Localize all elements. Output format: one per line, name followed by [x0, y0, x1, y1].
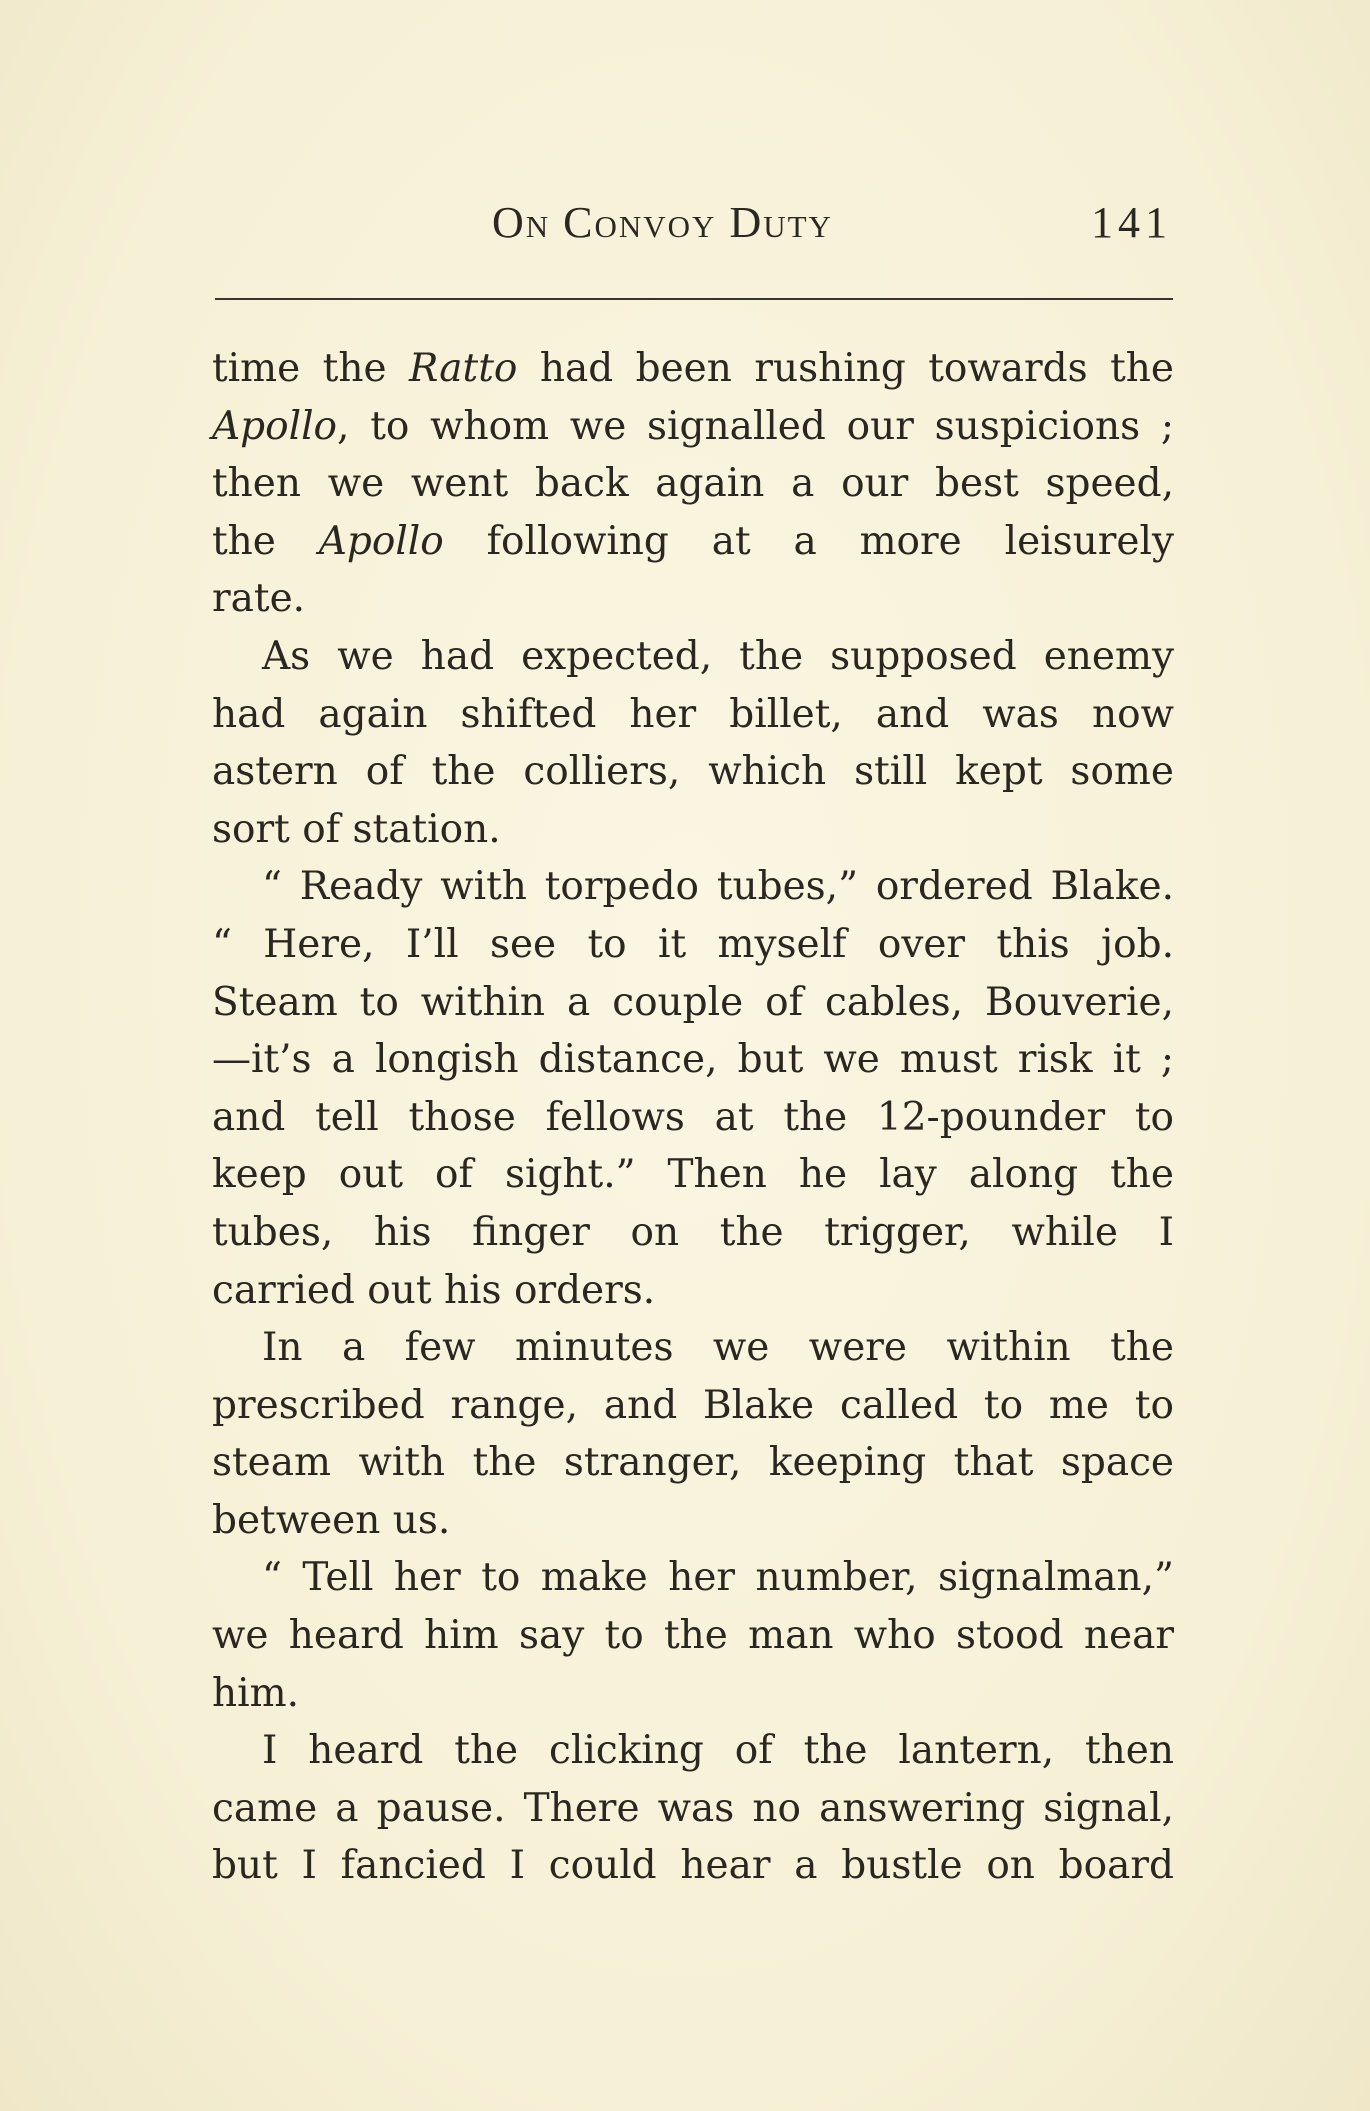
ship-name-italic: Ratto	[409, 346, 518, 391]
text-run: carried out his orders.	[212, 1267, 656, 1313]
ship-name-italic: Apollo	[212, 403, 338, 449]
text-run: the	[212, 518, 319, 564]
text-line	[212, 801, 1174, 859]
text-line	[212, 1492, 1174, 1550]
text-run: —it’s a longish distance, but we must risk it ;	[212, 1037, 1174, 1083]
text-line	[212, 916, 1174, 974]
text-line	[212, 570, 1174, 628]
text-run: him.	[212, 1670, 299, 1716]
text-line	[212, 1377, 1174, 1435]
text-run: prescribed range, and Blake called to me to	[212, 1382, 1174, 1428]
running-title: On Convoy Duty	[492, 198, 833, 247]
text-line	[212, 1665, 1174, 1723]
text-line	[212, 1780, 1174, 1838]
text-line	[212, 858, 1174, 916]
text-run: “ Here, I’ll see to it myself over this job.	[212, 921, 1174, 967]
text-line	[212, 1146, 1174, 1204]
text-line	[212, 1031, 1174, 1089]
text-line	[212, 686, 1174, 744]
text-run: In a few minutes we were within the	[262, 1325, 1174, 1371]
text-run: As we had expected, the supposed enemy	[262, 633, 1174, 679]
text-line	[212, 513, 1174, 571]
text-run: and tell those fellows at the 12-pounder to	[212, 1094, 1174, 1140]
page-number: 141	[1091, 198, 1172, 247]
text-run: had again shifted her billet, and was now	[212, 691, 1174, 737]
text-run: , to whom we signalled our suspicions ;	[337, 403, 1174, 449]
text-line	[212, 1262, 1174, 1320]
text-run: I heard the clicking of the lantern, then	[262, 1728, 1174, 1774]
text-run: astern of the colliers, which still kept some	[212, 749, 1174, 795]
text-line	[212, 398, 1174, 456]
text-line	[212, 455, 1174, 513]
ship-name-italic: Apollo	[318, 518, 444, 564]
text-run: sort of station.	[212, 806, 501, 852]
text-run: tubes, his finger on the trigger, while I	[212, 1209, 1174, 1255]
text-line	[212, 1722, 1174, 1780]
text-run: came a pause. There was no answering signal,	[212, 1785, 1174, 1831]
text-run: keep out of sight.” Then he lay along the	[212, 1152, 1174, 1198]
header-rule	[215, 298, 1173, 300]
text-run: following at a more leisurely	[443, 518, 1174, 564]
text-line	[212, 1204, 1174, 1262]
text-line	[212, 1549, 1174, 1607]
text-run: steam with the stranger, keeping that space	[212, 1440, 1174, 1486]
text-run: rate.	[212, 576, 306, 622]
text-run: Steam to within a couple of cables, Bouverie,	[212, 979, 1174, 1025]
text-line	[212, 340, 1174, 398]
text-line	[212, 1837, 1174, 1895]
text-run: “ Tell her to make her number, signalman,”	[262, 1555, 1174, 1601]
text-line	[212, 1089, 1174, 1147]
text-line	[212, 743, 1174, 801]
text-run: had been rushing towards the	[517, 346, 1174, 391]
text-run: we heard him say to the man who stood near	[212, 1613, 1174, 1659]
text-run: between us.	[212, 1497, 451, 1543]
running-head	[212, 196, 1172, 256]
text-line	[212, 974, 1174, 1032]
body-text	[212, 340, 1174, 1895]
text-line	[212, 1607, 1174, 1665]
text-line	[212, 628, 1174, 686]
text-line	[212, 1319, 1174, 1377]
text-run: then we went back again a our best speed,	[212, 461, 1174, 507]
text-run: “ Ready with torpedo tubes,” ordered Blake.	[262, 864, 1174, 910]
text-run: time the	[212, 346, 410, 391]
text-run: but I fancied I could hear a bustle on board	[212, 1843, 1174, 1889]
text-line	[212, 1434, 1174, 1492]
